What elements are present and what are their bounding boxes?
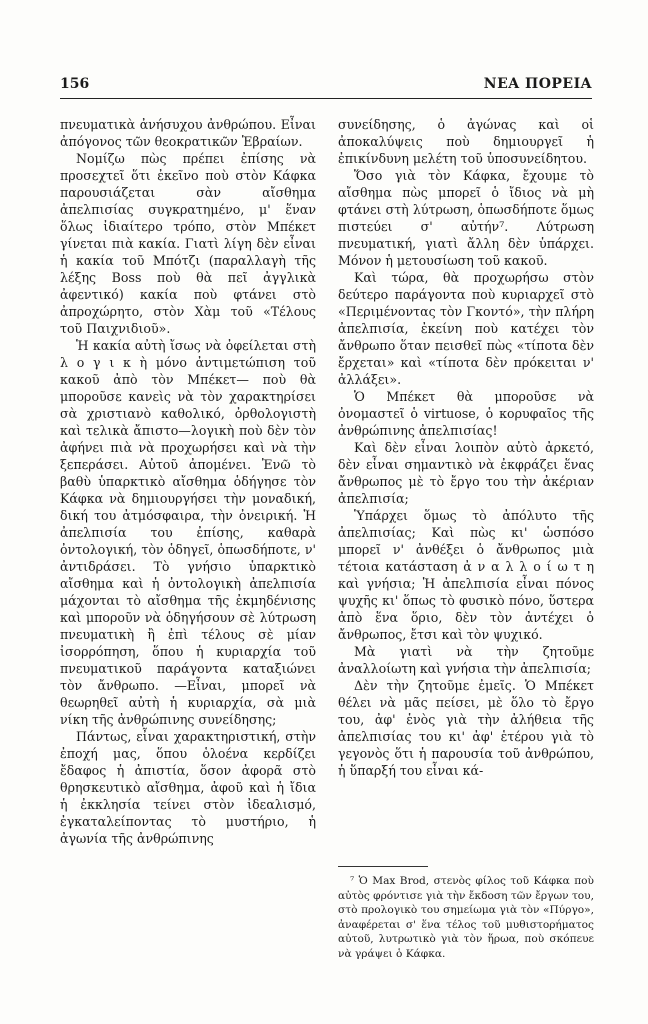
paragraph: Καὶ δὲν εἶναι λοιπὸν αὐτὸ ἀρκετό, δὲν εἶναι σημαντικὸ νὰ ἐκφράζει ἕνας ἄνθρωπος μὲ τὸ ἔργο του τὴν ἀκέριαν ἀπελπισία; [338, 440, 594, 506]
paragraph: Πάντως, εἶναι χαρακτηριστική, στὴν ἐποχή μας, ὅπου ὁλοένα κερδίζει ἔδαφος ἡ ἀπιστία, ὅσον ἀφορᾶ στὸ θρησκευτικὸ αἴσθημα, ἀφοῦ καὶ ἡ ἴδια ἡ ἐκκλησία τείνει στὸν ἰδεαλισμό, ἐγκαταλείποντας τὸ μυστήριο, ἡ ἀγωνία τῆς ἀνθρώπινης [60, 729, 316, 846]
paragraph: Νομίζω πὼς πρέπει ἐπίσης νὰ προσεχτεῖ ὅτι ἐκεῖνο ποὺ στὸν Κάφκα παρουσιάζεται σὰν αἴσθημα ἀπελπισίας συγκρατημένο, μ' ἕναν ὅλως ἰδιαίτερο τρόπο, στὸν Μπέκετ γίνεται πιὰ κακία. Γιατὶ λίγη δὲν εἶναι ἡ κακία τοῦ Μπότζι (παραλλαγὴ τῆς λέξης Boss ποὺ θὰ πεῖ ἀγγλικὰ ἀφεντικό) κακία ποὺ φτάνει στὸ ἀπροχώρητο, στὸν Χὰμ τοῦ «Τέλους τοῦ Παιχνιδιοῦ». [60, 151, 316, 336]
paragraph: Ἡ κακία αὐτὴ ἴσως νὰ ὀφείλεται στὴ λ ο γ ι κ ὴ μόνο ἀντιμετώπιση τοῦ κακοῦ ἀπὸ τὸν Μπέκετ— ποὺ θὰ μποροῦσε κανεὶς νὰ τὸν χαρακτηρίσει σὰ χριστιανὸ καθολικό, ὀρθολογιστὴ καὶ τελικὰ ἄπιστο—λογικὴ ποὺ δὲν τὸν ἀφήνει πιὰ νὰ προχωρήσει καὶ νὰ τὴν ξεπεράσει. Αὐτοῦ ἀπομένει. Ἐνῶ τὸ βαθὺ ὑπαρκτικὸ αἴσθημα ὁδήγησε τὸν Κάφκα νὰ δημιουργήσει τὴν μοναδική, δική του ἀτμόσφαιρα, τὴν ὀνειρική. Ἡ ἀπελπισία του ἐπίσης, καθαρὰ ὀντολογική, τὸν ὁδηγεῖ, ὁπωσδήποτε, ν' ἀντιδράσει. Τὸ γνήσιο ὑπαρκτικὸ αἴσθημα καὶ ἡ ὀντολογικὴ ἀπελπισία μάχονται τὸ αἴσθημα τῆς ἐκμηδένισης καὶ μποροῦν νὰ ὁδηγήσουν σὲ λύτρωση πνευματικὴ ἢ ἐπὶ τέλους σὲ μίαν ἰσορρόπηση, ὅπου ἡ κυριαρχία τοῦ πνευματικοῦ παράγοντα καταξιώνει τὸν ἄνθρωπο. —Εἶναι, μπορεῖ νὰ θεωρηθεῖ αὐτὴ ἡ κυριαρχία, σὰ μιὰ νίκη τῆς ἀνθρώπινης συνείδησης; [60, 338, 316, 727]
paragraph: Καὶ τώρα, θὰ προχωρήσω στὸν δεύτερο παράγοντα ποὺ κυριαρχεῖ στὸ «Περιμένοντας τὸν Γκοντό», τὴν πλήρη ἀπελπισία, ἐκείνη ποὺ κατέχει τὸν ἄνθρωπο ὅταν πεισθεῖ πὼς «τίποτα δὲν ἔρχεται» καὶ «τίποτα δὲν πρόκειται ν' ἀλλάξει». [338, 270, 594, 387]
paragraph: Μὰ γιατὶ νὰ τὴν ζητοῦμε ἀναλλοίωτη καὶ γνήσια τὴν ἀπελπισία; [338, 644, 594, 676]
footnote-rule [338, 866, 428, 867]
paragraph: Δὲν τὴν ζητοῦμε ἐμεῖς. Ὁ Μπέκετ θέλει νὰ μᾶς πείσει, μὲ ὅλο τὸ ἔργο του, ἀφ' ἑνὸς γιὰ τὴν ἀλήθεια τῆς ἀπελπισίας του κι' ἀφ' ἑτέρου γιὰ τὸ γεγονὸς ὅτι ἡ παρουσία τοῦ ἀνθρώπου, ἡ ὕπαρξή του εἶναι κά- [338, 678, 594, 778]
paragraph: Ὑπάρχει ὅμως τὸ ἀπόλυτο τῆς ἀπελπισίας; Καὶ πὼς κι' ὡσπόσο μπορεῖ ν' ἀνθέξει ὁ ἄνθρωπος μιὰ τέτοια κατάσταση ἀ ν α λ λ ο ί ω τ η καὶ γνήσια; Ἡ ἀπελπισία εἶναι πόνος ψυχῆς κι' ὅπως τὸ φυσικὸ πόνο, ὕστερα ἀπὸ ἕνα ὅριο, δὲν τὸν ἀντέχει ὁ ἄνθρωπος, ἔτσι καὶ τὸν ψυχικό. [338, 508, 594, 642]
running-title: ΝΕΑ ΠΟΡΕΙΑ [483, 76, 592, 92]
right-column [338, 116, 594, 779]
page-number: 156 [60, 76, 90, 92]
left-column [60, 116, 316, 1011]
paragraph: Ὁ Μπέκετ θὰ μποροῦσε νὰ ὀνομαστεῖ ὁ virtuose, ὁ κορυφαῖος τῆς ἀνθρώπινης ἀπελπισίας! [338, 389, 594, 438]
footnote [338, 874, 594, 962]
header-rule [60, 98, 592, 99]
footnote-text: ⁷ Ὁ Max Brod, στενὸς φίλος τοῦ Κάφκα ποὺ αὐτὸς φρόντισε γιὰ τὴν ἔκδοση τῶν ἔργων του, στὸ προλογικὸ του σημείωμα γιὰ τὸν «Πύργο», ἀναφέρεται σ' ἕνα τέλος τοῦ μυθιστορήματος αὐτοῦ, λυτρωτικὸ γιὰ τὸν ἥρωα, ποὺ σκόπευε νὰ γράψει ὁ Κάφκα. [338, 875, 594, 960]
paragraph: πνευματικὰ ἀνήσυχου ἀνθρώπου. Εἶναι ἀπόγονος τῶν θεοκρατικῶν Ἑβραίων. [60, 117, 316, 149]
paragraph: συνείδησης, ὁ ἀγώνας καὶ οἱ ἀποκαλύψεις ποὺ δημιουργεῖ ἡ ἐπικίνδυνη μελέτη τοῦ ὑποσυνείδητου. [338, 117, 594, 166]
paragraph: Ὅσο γιὰ τὸν Κάφκα, ἔχουμε τὸ αἴσθημα πὼς μπορεῖ ὁ ἴδιος νὰ μὴ φτάνει στὴ λύτρωση, ὁπωσδήποτε ὅμως πιστεύει σ' αὐτήν⁷. Λύτρωση πνευματική, γιατὶ ἄλλη δὲν ὑπάρχει. Μόνον ἡ μετουσίωση τοῦ κακοῦ. [338, 168, 594, 268]
page-header [60, 76, 592, 92]
